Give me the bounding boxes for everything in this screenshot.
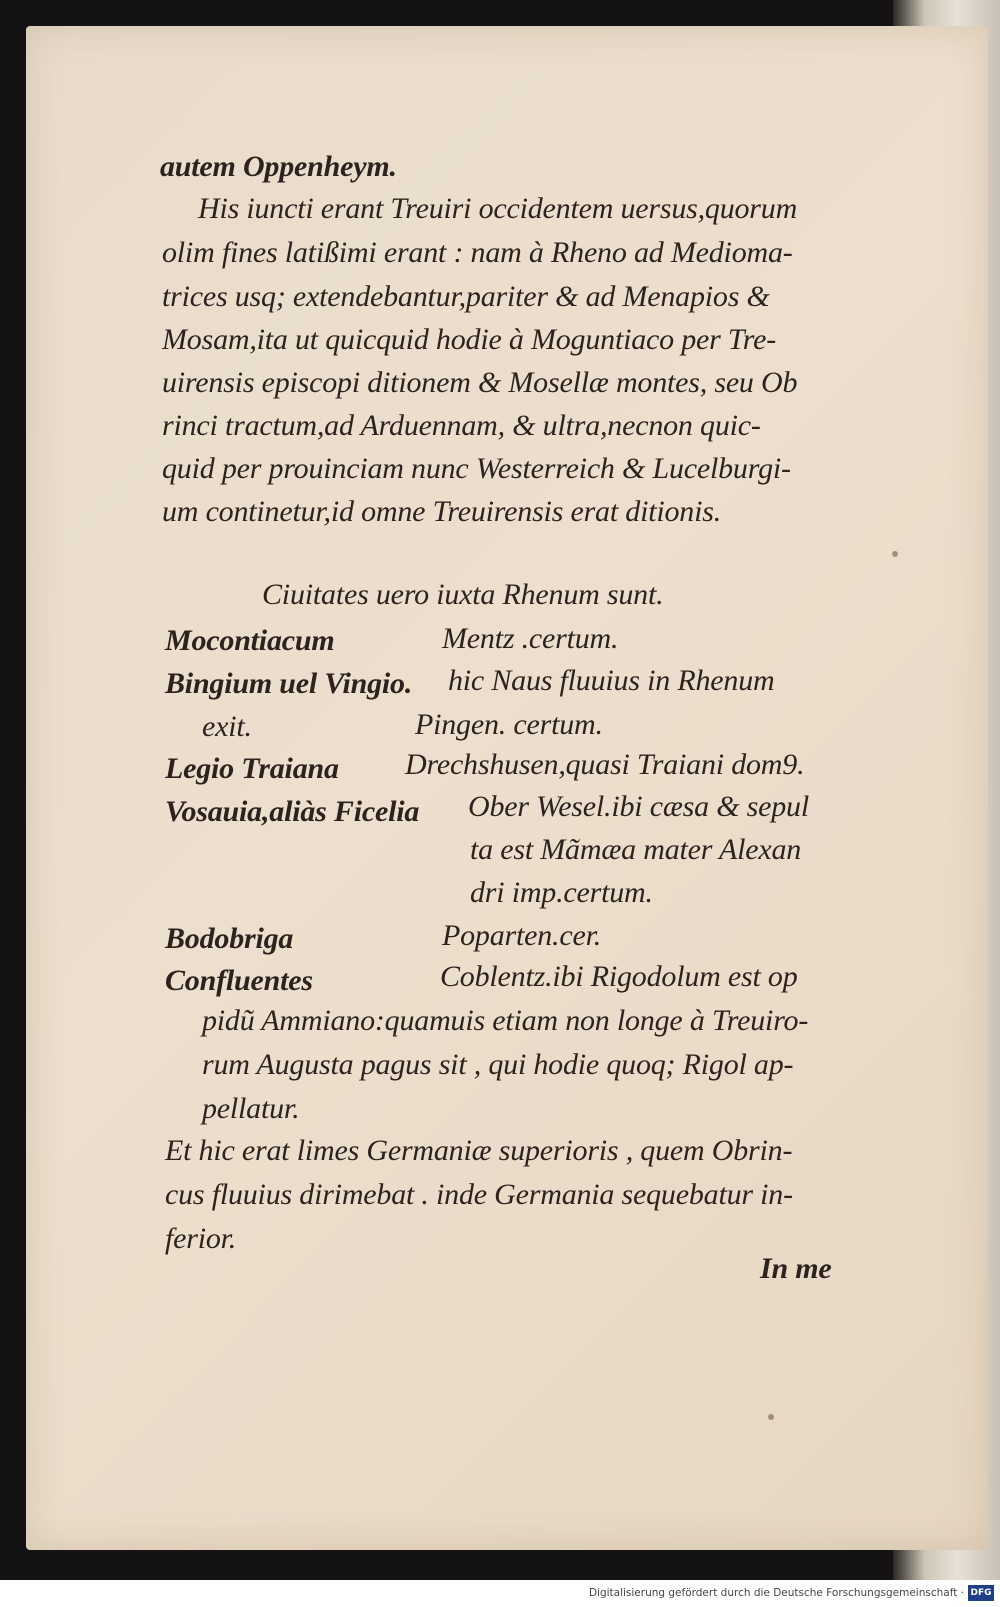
city-name: Vosauia,aliàs Ficelia: [165, 795, 420, 828]
city-description: Mentz .certum.: [442, 622, 619, 655]
city-description-continuation: exit.: [202, 710, 252, 743]
city-description-continuation: rum Augusta pagus sit , qui hodie quoq; Rigol ap-: [202, 1048, 794, 1081]
city-description-continuation: pidũ Ammiano:quamuis etiam non longe à Treuiro-: [202, 1004, 809, 1037]
text-line: trices usq; extendebantur,pariter & ad Menapios &: [162, 280, 770, 313]
city-description: Ober Wesel.ibi cæsa & sepul: [468, 790, 809, 823]
catchword: In me: [760, 1252, 832, 1285]
text-line: uirensis episcopi ditionem & Mosellæ montes, seu Ob: [162, 366, 798, 399]
text-line: His iuncti erant Treuiri occidentem uersus,quorum: [198, 192, 798, 225]
text-line: um continetur,id omne Treuirensis erat ditionis.: [162, 495, 722, 528]
text-line: cus fluuius dirimebat . inde Germania sequebatur in-: [165, 1178, 793, 1211]
text-line: Et hic erat limes Germaniæ superioris , quem Obrin-: [165, 1134, 793, 1167]
footer-credit: Digitalisierung gefördert durch die Deutsche Forschungsgemeinschaft ·: [588, 1587, 964, 1599]
city-name: Bodobriga: [165, 922, 294, 955]
text-line: ferior.: [165, 1222, 237, 1255]
city-description: Drechshusen,quasi Traiani dom9.: [405, 748, 805, 781]
ink-speck: [768, 1414, 774, 1420]
footer-bar: [0, 1580, 1000, 1607]
text-line: olim fines latißimi erant : nam à Rheno ad Medioma-: [162, 236, 793, 269]
text-line: rinci tractum,ad Arduennam, & ultra,necnon quic-: [162, 409, 761, 442]
dfg-logo: DFG: [968, 1585, 994, 1601]
city-description: ta est Mãmæa mater Alexan: [470, 833, 802, 866]
city-description: Poparten.cer.: [442, 919, 602, 952]
ink-speck: [892, 551, 898, 557]
city-name: Confluentes: [165, 964, 313, 997]
city-description: hic Naus fluuius in Rhenum: [448, 664, 775, 697]
city-description: dri imp.certum.: [470, 876, 653, 909]
text-line: autem Oppenheym.: [160, 150, 397, 183]
city-name: Legio Traiana: [165, 752, 339, 785]
city-description: Pingen. certum.: [415, 708, 603, 741]
city-name: Bingium uel Vingio.: [165, 667, 413, 700]
section-heading: Ciuitates uero iuxta Rhenum sunt.: [262, 578, 664, 611]
text-line: Mosam,ita ut quicquid hodie à Moguntiaco per Tre-: [162, 323, 777, 356]
city-description: Coblentz.ibi Rigodolum est op: [440, 960, 798, 993]
city-name: Mocontiacum: [165, 624, 335, 657]
city-description-continuation: pellatur.: [202, 1092, 300, 1125]
text-line: quid per prouinciam nunc Westerreich & Lucelburgi-: [162, 452, 791, 485]
